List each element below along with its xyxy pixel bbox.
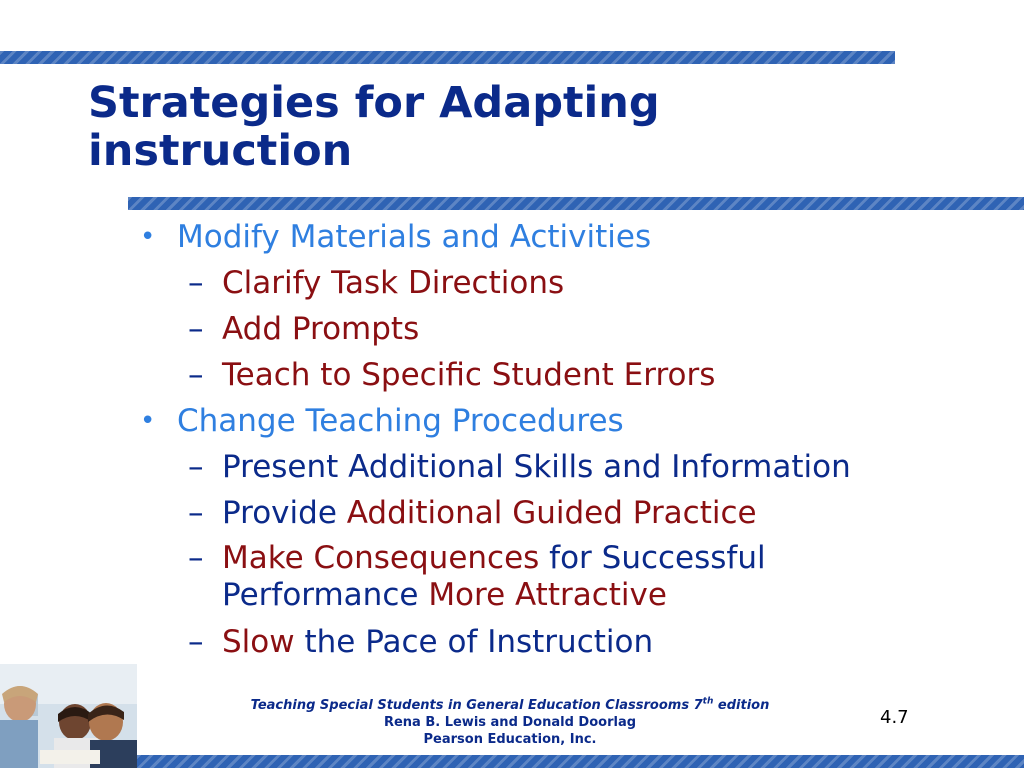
subitem-label-part: Performance (222, 577, 429, 613)
subitem-label: Teach to Specific Student Errors (222, 357, 716, 393)
subitem-label-part: Additional Guided Practice (346, 495, 757, 531)
bullet-change-procedures (140, 398, 1000, 444)
title-line-1: Strategies for Adapting (88, 78, 660, 128)
subitem-label-part: Make Consequences (222, 540, 540, 576)
footer-book-title-text: Teaching Special Students in General Education Classrooms 7 (250, 698, 703, 713)
subitem-label-part: Provide (222, 495, 347, 531)
dash-icon: – (188, 449, 204, 485)
students-photo-image (0, 664, 137, 768)
dash-icon: – (188, 540, 204, 576)
bullet-icon: • (140, 406, 156, 436)
subitem-label: Add Prompts (222, 311, 420, 347)
dash-icon: – (188, 624, 204, 660)
subitem-guided-practice (140, 490, 1000, 536)
students-photo (0, 664, 137, 768)
slide-title (88, 79, 848, 175)
subitem-teach-errors (140, 352, 1000, 398)
subitem-label-part: More Attractive (428, 577, 667, 613)
slide-content (140, 214, 1000, 665)
subitem-label-part: Slow (222, 624, 295, 660)
top-decorative-band (0, 51, 895, 64)
bottom-decorative-band (137, 755, 1024, 768)
footer-edition: edition (713, 698, 770, 713)
subitem-clarify-task (140, 260, 1000, 306)
dash-icon: – (188, 357, 204, 393)
subitem-label: Present Additional Skills and Information (222, 449, 851, 485)
subitem-consequences (140, 536, 1000, 619)
title-line-2: instruction (88, 126, 353, 176)
footer-book-title (195, 697, 825, 714)
subitem-label-part: for Successful (539, 540, 766, 576)
middle-decorative-band (128, 197, 1024, 210)
subitem-label-part: the Pace of Instruction (294, 624, 654, 660)
subitem-present-skills (140, 444, 1000, 490)
footer-authors: Rena B. Lewis and Donald Doorlag (383, 715, 637, 730)
dash-icon: – (188, 311, 204, 347)
bullet-label: Modify Materials and Activities (177, 219, 652, 255)
footer-publisher: Pearson Education, Inc. (423, 732, 597, 747)
dash-icon: – (188, 265, 204, 301)
bullet-modify-materials (140, 214, 1000, 260)
slide-number: 4.7 (880, 707, 909, 728)
dash-icon: – (188, 495, 204, 531)
footer-citation (195, 697, 825, 748)
bullet-label: Change Teaching Procedures (177, 403, 624, 439)
subitem-slow-pace (140, 619, 1000, 665)
subitem-add-prompts (140, 306, 1000, 352)
footer-superscript: th (702, 696, 714, 707)
bullet-icon: • (140, 222, 156, 252)
subitem-label: Clarify Task Directions (222, 265, 565, 301)
